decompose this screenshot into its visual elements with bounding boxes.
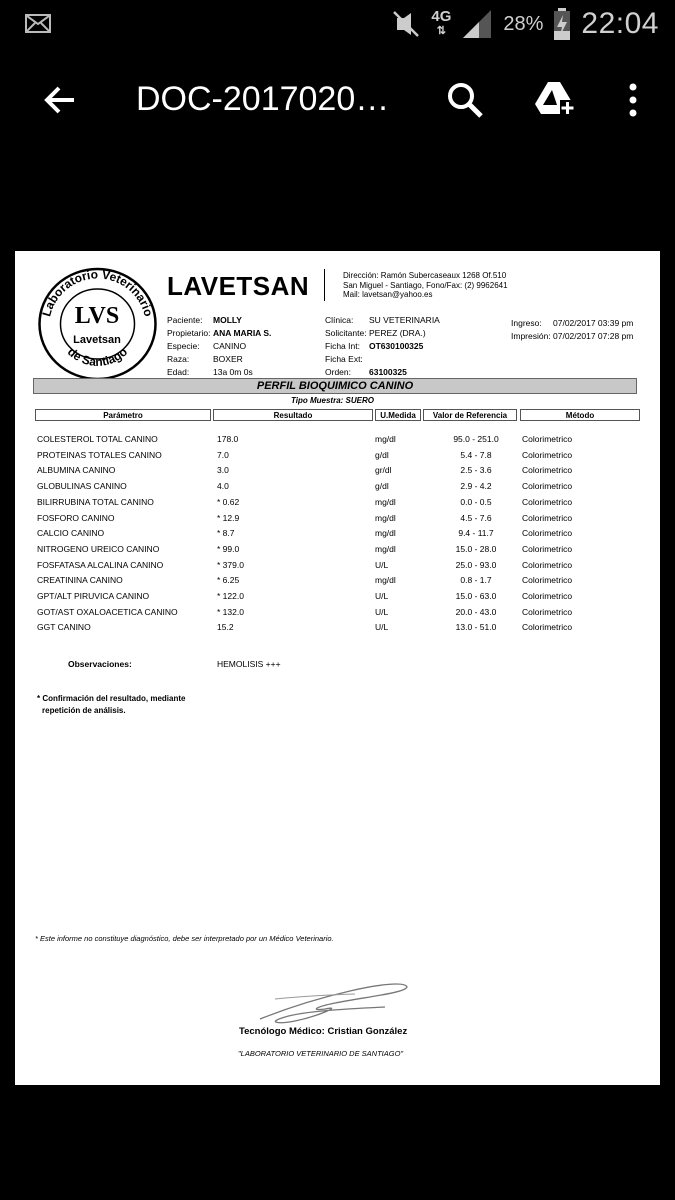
lab-logo-seal [35, 265, 160, 383]
result-cell: * 122.0 [217, 591, 244, 601]
result-cell: * 99.0 [217, 543, 240, 554]
column-header-parametro: Parámetro [35, 409, 211, 421]
clinica-value: SU VETERINARIA [369, 315, 440, 325]
result-cell: * 132.0 [217, 606, 244, 617]
reference-cell: 15.0 - 63.0 [455, 591, 497, 601]
orden-value: 63100325 [369, 367, 407, 377]
reference-cell: 2.9 - 4.2 [460, 481, 492, 492]
reference-cell: 5.4 - 7.8 [460, 449, 492, 460]
table-row [37, 434, 637, 448]
lab-address: Dirección: Ramón Subercaseaux 1268 Of.510 San Miguel - Santiago, Fono/Fax: (2) 9962641 Mail: lavetsan@yahoo.es [343, 271, 508, 299]
column-header-resultado: Resultado [213, 409, 373, 421]
header-divider [324, 269, 325, 301]
reference-cell: 0.0 - 0.5 [460, 496, 492, 507]
reference-cell: 9.4 - 11.7 [458, 528, 494, 539]
lab-name: LAVETSAN [167, 271, 310, 301]
observaciones-value: HEMOLISIS +++ [217, 659, 281, 669]
method-cell: Colorimetrico [522, 449, 573, 460]
impresion-value: 07/02/2017 07:28 pm [553, 331, 634, 341]
signal-strength-icon [461, 8, 493, 40]
network-type: 4G ⇅ [431, 8, 452, 37]
especie-value: CANINO [213, 341, 247, 351]
signature-image [255, 969, 415, 1029]
unit-cell: U/L [375, 606, 389, 617]
table-row [37, 481, 637, 495]
parameter-cell: GGT CANINO [37, 622, 91, 633]
column-header-referencia: Valor de Referencia [423, 409, 517, 421]
mute-icon [391, 9, 421, 39]
unit-cell: g/dl [375, 481, 389, 492]
confirmation-note-line2: repetición de análisis. [42, 706, 126, 715]
battery-charging-icon [553, 8, 571, 40]
table-row [37, 513, 637, 527]
more-options-icon[interactable] [627, 82, 639, 118]
paciente-label: Paciente: [167, 315, 203, 325]
parameter-cell: GOT/AST OXALOACETICA CANINO [37, 606, 178, 617]
orden-label: Orden: [325, 367, 351, 377]
app-bar [0, 48, 675, 152]
document-page [15, 251, 660, 1085]
parameter-cell: CREATININA CANINO [37, 575, 123, 586]
edad-label: Edad: [167, 367, 190, 377]
table-row [37, 560, 637, 574]
impresion-label: Impresión: [511, 331, 551, 341]
parameter-cell: NITROGENO UREICO CANINO [37, 543, 160, 554]
method-cell: Colorimetrico [522, 434, 573, 444]
result-cell: 178.0 [217, 434, 239, 444]
method-cell: Colorimetrico [522, 591, 573, 601]
method-cell: Colorimetrico [522, 496, 573, 507]
table-row [37, 575, 637, 589]
back-arrow-icon[interactable] [42, 82, 78, 118]
ingreso-label: Ingreso: [511, 318, 542, 328]
reference-cell: 95.0 - 251.0 [453, 434, 499, 444]
svg-text:LVS: LVS [74, 303, 120, 329]
table-row [37, 622, 637, 636]
edad-value: 13a 0m 0s [213, 367, 253, 377]
table-row [37, 607, 637, 621]
battery-percent: 28% [503, 12, 544, 35]
parameter-cell: PROTEINAS TOTALES CANINO [37, 449, 162, 460]
add-to-drive-icon[interactable] [533, 78, 577, 122]
parameter-cell: BILIRRUBINA TOTAL CANINO [37, 496, 154, 507]
reference-cell: 4.5 - 7.6 [460, 512, 492, 523]
solicitante-label: Solicitante: [325, 328, 367, 338]
result-cell: 7.0 [217, 449, 229, 460]
svg-text:Lavetsan: Lavetsan [73, 334, 121, 346]
disclaimer: * Este informe no constituye diagnóstico, debe ser interpretado por un Médico Veterinario. [35, 934, 334, 943]
signer-name: Tecnólogo Médico: Cristian González [239, 1026, 408, 1037]
parameter-cell: FOSFATASA ALCALINA CANINO [37, 559, 164, 570]
table-row [37, 450, 637, 464]
sample-type: Tipo Muestra: SUERO [291, 396, 374, 405]
propietario-value: ANA MARIA S. [213, 328, 272, 338]
table-row [37, 544, 637, 558]
column-header-metodo: Método [520, 409, 640, 421]
method-cell: Colorimetrico [522, 622, 573, 633]
table-row [37, 497, 637, 511]
parameter-cell: GLOBULINAS CANINO [37, 481, 127, 492]
method-cell: Colorimetrico [522, 481, 573, 492]
especie-label: Especie: [167, 341, 200, 351]
document-title: DOC-2017020… [136, 80, 390, 118]
unit-cell: mg/dl [375, 496, 396, 507]
unit-cell: U/L [375, 591, 389, 601]
clock: 22:04 [581, 7, 659, 40]
method-cell: Colorimetrico [522, 606, 573, 617]
ingreso-value: 07/02/2017 03:39 pm [553, 318, 634, 328]
result-cell: 3.0 [217, 465, 229, 476]
unit-cell: gr/dl [375, 465, 392, 476]
method-cell: Colorimetrico [522, 559, 573, 570]
status-bar [0, 0, 675, 48]
method-cell: Colorimetrico [522, 512, 573, 523]
reference-cell: 2.5 - 3.6 [460, 465, 492, 476]
search-icon[interactable] [446, 81, 484, 119]
propietario-label: Propietario: [167, 328, 211, 338]
unit-cell: mg/dl [375, 434, 396, 444]
parameter-cell: COLESTEROL TOTAL CANINO [37, 434, 158, 444]
svg-text:de Santiago: de Santiago [64, 344, 131, 369]
paciente-value: MOLLY [213, 315, 242, 325]
result-cell: * 0.62 [217, 496, 240, 507]
reference-cell: 13.0 - 51.0 [455, 622, 497, 633]
result-cell: * 379.0 [217, 559, 244, 570]
result-cell: * 6.25 [217, 575, 240, 586]
reference-cell: 20.0 - 43.0 [455, 606, 497, 617]
solicitante-value: PEREZ (DRA.) [369, 328, 426, 338]
parameter-cell: CALCIO CANINO [37, 528, 105, 539]
unit-cell: mg/dl [375, 543, 396, 554]
reference-cell: 0.8 - 1.7 [460, 575, 492, 586]
result-cell: * 8.7 [217, 528, 235, 539]
table-row [37, 528, 637, 542]
parameter-cell: FOSFORO CANINO [37, 512, 115, 523]
profile-title: PERFIL BIOQUIMICO CANINO [33, 378, 637, 394]
method-cell: Colorimetrico [522, 528, 573, 539]
ficha-int-label: Ficha Int: [325, 341, 360, 351]
svg-text:Laboratorio Veterinario: Laboratorio Veterinario [39, 267, 156, 318]
raza-label: Raza: [167, 354, 190, 364]
ficha-int-value: OT630100325 [369, 341, 424, 351]
unit-cell: mg/dl [375, 575, 396, 586]
mail-notification-icon [25, 14, 51, 33]
table-row [37, 591, 637, 605]
method-cell: Colorimetrico [522, 543, 573, 554]
method-cell: Colorimetrico [522, 465, 573, 476]
column-header-unidad: U.Medida [375, 409, 421, 421]
unit-cell: mg/dl [375, 528, 396, 539]
result-cell: * 12.9 [217, 512, 240, 523]
method-cell: Colorimetrico [522, 575, 573, 586]
result-cell: 15.2 [217, 622, 234, 633]
parameter-cell: ALBUMINA CANINO [37, 465, 116, 476]
raza-value: BOXER [213, 354, 243, 364]
observaciones-label: Observaciones: [68, 659, 132, 669]
table-row [37, 465, 637, 479]
clinica-label: Clínica: [325, 315, 354, 325]
unit-cell: g/dl [375, 449, 389, 460]
lab-footer: "LABORATORIO VETERINARIO DE SANTIAGO" [238, 1049, 404, 1058]
parameter-cell: GPT/ALT PIRUVICA CANINO [37, 591, 150, 601]
confirmation-note-line1: * Confirmación del resultado, mediante [37, 694, 186, 703]
reference-cell: 15.0 - 28.0 [455, 543, 497, 554]
ficha-ext-label: Ficha Ext: [325, 354, 363, 364]
result-cell: 4.0 [217, 481, 229, 492]
unit-cell: U/L [375, 622, 389, 633]
reference-cell: 25.0 - 93.0 [455, 559, 497, 570]
unit-cell: U/L [375, 559, 389, 570]
unit-cell: mg/dl [375, 512, 396, 523]
